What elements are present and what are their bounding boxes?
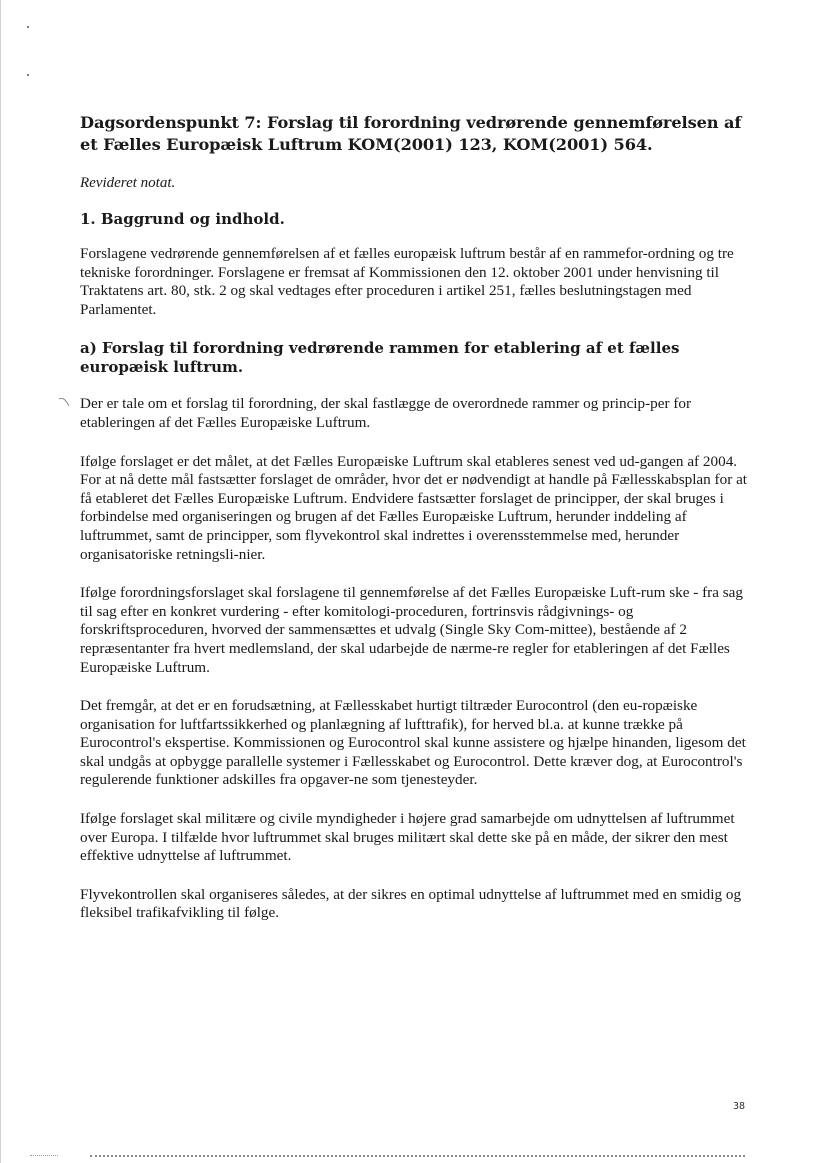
subsection-heading: a) Forslag til forordning vedrørende rammen for etablering af et fælles europæisk luftrum.: [80, 339, 680, 377]
pencil-tick-mark: [58, 396, 70, 408]
scan-artifact-line: [90, 1155, 745, 1157]
scan-edge-line: [0, 0, 4, 1163]
scan-speck: [27, 26, 29, 28]
paragraph: Forslagene vedrørende gennemførelsen af et fælles europæisk luftrum består af en rammefor-ordning og tre tekniske forordninger. Forslagene er fremsat af Kommissionen den 12. oktober 2001 under henvisning til Traktatens art. 80, stk. 2 og skal vedtages efter proceduren i artikel 251, fælles beslutningstagen med Parlamentet.: [80, 245, 734, 318]
scan-artifact-line: [30, 1155, 58, 1156]
document-body: [80, 112, 750, 943]
paragraph: Det fremgår, at det er en forudsætning, at Fællesskabet hurtigt tiltræder Eurocontrol (den eu-ropæiske organisation for luftfartssikkerhed og planlægning af lufttrafik), for herved bl.a. at kunne trække på Eurocontrol's ekspertise. Kommissionen og Eurocontrol skal kunne assistere og hjælpe hinanden, ligesom det skal undgås at opbygge parallelle systemer i Fællesskabet og Eurocontrol. Dette kræver dog, at Eurocontrol's regulerende funktioner adskilles fra opgaver-ne som tjenesteyder.: [80, 697, 746, 789]
document-subtitle: Revideret notat.: [80, 175, 176, 191]
paragraph: Ifølge forslaget er det målet, at det Fælles Europæiske Luftrum skal etableres senest ved ud-gangen af 2004. For at nå dette mål fastsætter forslaget de områder, hvor det er nødvendigt at handle på Fællesskabsplan for at få etableret det Fælles Europæiske Luftrum. Endvidere fastsætter forslaget de principper, der skal bruges i forbindelse med organiseringen og brugen af det Fælles Europæiske Luftrum, herunder inddeling af luftrummet, samt de principper, som flyvekontrol skal indrettes i overensstemmelse med, herunder organisatoriske retningsli-nier.: [80, 452, 748, 563]
paragraph: Ifølge forslaget skal militære og civile myndigheder i højere grad samarbejde om udnyttelsen af luftrummet over Europa. I tilfælde hvor luftrummet skal bruges militært skal dette ske på en måde, der sikrer den mest effektive udnyttelse af luftrummet.: [80, 810, 735, 865]
page-number: 38: [733, 1101, 746, 1112]
section-heading: 1. Baggrund og indhold.: [80, 210, 285, 228]
document-title: Dagsordenspunkt 7: Forslag til forordning vedrørende gennemførelsen af et Fælles Europæisk Luftrum KOM(2001) 123, KOM(2001) 564.: [80, 113, 742, 154]
paragraph: Ifølge forordningsforslaget skal forslagene til gennemførelse af det Fælles Europæiske Luft-rum ske - fra sag til sag efter en konkret vurdering - efter komitologi-proceduren, fortrinsvis rådgivnings- og forskriftsproceduren, hvorved der sammensættes et udvalg (Single Sky Com-mittee), bestående af 2 repræsentanter fra hvert medlemsland, der skal udarbejde de nærme-re regler for etableringen af det Fælles Europæiske Luftrum.: [80, 584, 743, 676]
paragraph: Der er tale om et forslag til forordning, der skal fastlægge de overordnede rammer og princip-per for etableringen af det Fælles Europæiske Luftrum.: [80, 395, 692, 431]
paragraph: Flyvekontrollen skal organiseres således, at der sikres en optimal udnyttelse af luftrummet med en smidig og fleksibel trafikafvikling til følge.: [80, 885, 742, 922]
scan-speck: [27, 74, 29, 76]
